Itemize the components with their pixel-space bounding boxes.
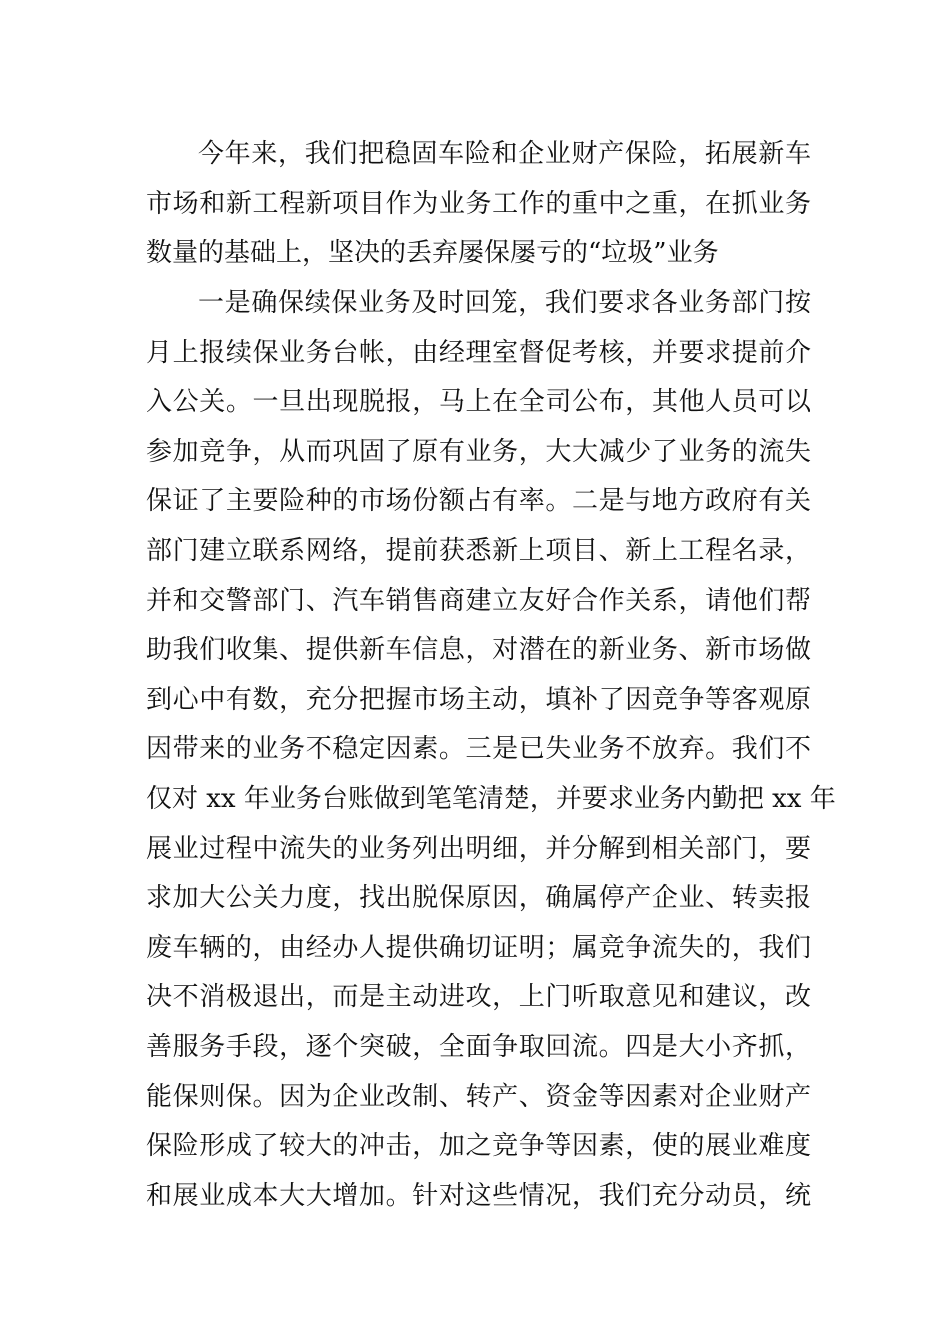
text-line: 助我们收集、提供新车信息，对潜在的新业务、新市场做 [146, 635, 811, 666]
text-line: 到心中有数，充分把握市场主动，填补了因竞争等客观原 [146, 684, 811, 715]
text-line: 入公关。一旦出现脱报，马上在全司公布，其他人员可以 [146, 387, 811, 418]
text-line: 一是确保续保业务及时回笼，我们要求各业务部门按 [198, 288, 811, 318]
text-line: 市场和新工程新项目作为业务工作的重中之重，在抓业务 [146, 188, 811, 219]
text-line: 能保则保。因为企业改制、转产、资金等因素对企业财产 [146, 1081, 811, 1112]
text-line: 今年来，我们把稳固车险和企业财产保险，拓展新车 [198, 139, 811, 169]
text-line: 决不消极退出，而是主动进攻，上门听取意见和建议，改 [146, 982, 811, 1013]
text-line: 善服务手段，逐个突破，全面争取回流。四是大小齐抓， [146, 1031, 811, 1062]
paragraph-intro [146, 130, 811, 279]
text-line: 部门建立联系网络，提前获悉新上项目、新上工程名录， [146, 535, 811, 566]
text-line: 和展业成本大大增加。针对这些情况，我们充分动员，统 [146, 1180, 811, 1211]
text-line: 数量的基础上，坚决的丢弃屡保屡亏的“垃圾”业务 [146, 238, 719, 269]
text-line: 求加大公关力度，找出脱保原因，确属停产企业、转卖报 [146, 883, 811, 914]
text-line: 并和交警部门、汽车销售商建立友好合作关系，请他们帮 [146, 585, 811, 616]
text-line: 月上报续保业务台帐，由经理室督促考核，并要求提前介 [146, 337, 811, 368]
text-line: 因带来的业务不稳定因素。三是已失业务不放弃。我们不 [146, 734, 811, 765]
paragraph-measures [146, 279, 836, 1221]
text-line: 保险形成了较大的冲击，加之竞争等因素，使的展业难度 [146, 1131, 811, 1162]
text-line: 废车辆的，由经办人提供确切证明；属竞争流失的，我们 [146, 932, 811, 963]
text-line: 参加竞争，从而巩固了原有业务，大大减少了业务的流失 [146, 436, 811, 467]
text-line: 展业过程中流失的业务列出明细，并分解到相关部门，要 [146, 833, 811, 864]
text-line: 保证了主要险种的市场份额占有率。二是与地方政府有关 [146, 486, 811, 517]
text-line: 仅对 xx 年业务台账做到笔笔清楚，并要求业务内勤把 xx 年 [146, 783, 836, 814]
